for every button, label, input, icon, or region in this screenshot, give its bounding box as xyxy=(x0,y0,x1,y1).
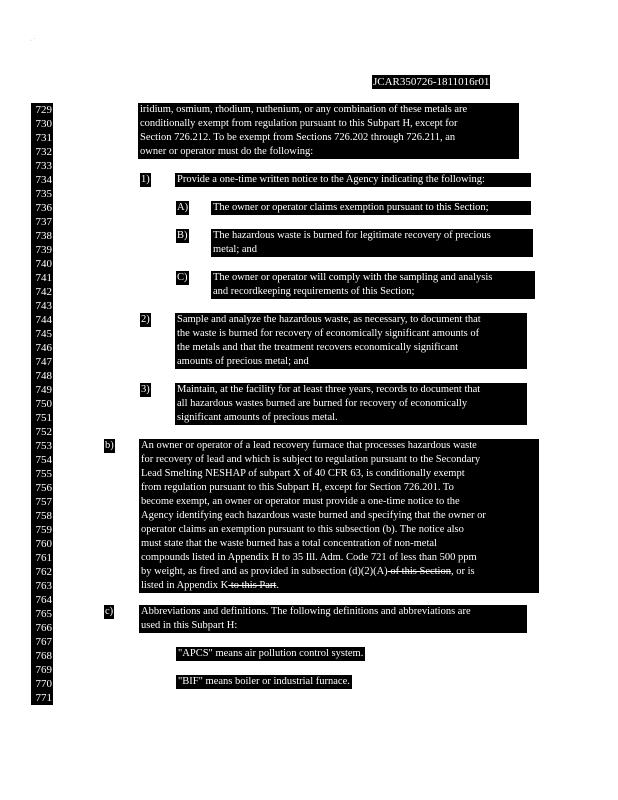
line-number: 748 xyxy=(31,369,53,383)
item-b-text xyxy=(139,439,539,593)
text-line: "BIF" means boiler or industrial furnace. xyxy=(178,676,350,687)
line-number: 735 xyxy=(31,187,53,201)
line-number: 742 xyxy=(31,285,53,299)
amended-text: , or is xyxy=(450,566,475,577)
struck-text: to this Part xyxy=(228,580,277,591)
text-line: Agency identifying each hazardous waste burned and specifying that the owner or xyxy=(141,510,486,521)
line-number: 769 xyxy=(31,663,53,677)
line-number: 746 xyxy=(31,341,53,355)
line-number: 763 xyxy=(31,579,53,593)
definition-apcs xyxy=(176,647,365,661)
line-number: 733 xyxy=(31,159,53,173)
item-c-marker: c) xyxy=(105,606,114,617)
item-2-text xyxy=(175,313,527,369)
item-1a-text xyxy=(211,201,531,215)
item-1a-marker: A) xyxy=(177,202,189,213)
item-1b-text xyxy=(211,229,533,257)
line-number: 731 xyxy=(31,131,53,145)
line-number: 741 xyxy=(31,271,53,285)
text-line xyxy=(141,565,537,579)
item-3-marker: 3) xyxy=(141,384,150,395)
line-number: 743 xyxy=(31,299,53,313)
amended-text: . xyxy=(276,580,279,591)
item-b-marker: b) xyxy=(105,440,114,451)
text-line: iridium, osmium, rhodium, ruthenium, or any combination of these metals are xyxy=(140,104,468,115)
line-number: 766 xyxy=(31,621,53,635)
line-number: 732 xyxy=(31,145,53,159)
line-number: 751 xyxy=(31,411,53,425)
item-1c-marker: C) xyxy=(177,272,188,283)
line-number: 762 xyxy=(31,565,53,579)
item-c-text xyxy=(139,605,527,633)
line-number: 758 xyxy=(31,509,53,523)
line-number: 760 xyxy=(31,537,53,551)
text-line: operator claims an exemption pursuant to this subsection (b). The notice also xyxy=(141,524,464,535)
text-line: Maintain, at the facility for at least three years, records to document that xyxy=(177,384,481,395)
text-line: An owner or operator of a lead recovery furnace that processes hazardous waste xyxy=(141,440,477,451)
item-1c-text xyxy=(211,271,535,299)
line-number: 768 xyxy=(31,649,53,663)
line-number: 765 xyxy=(31,607,53,621)
text-line: the waste is burned for recovery of economically significant amounts of xyxy=(177,328,480,339)
text-line: The owner or operator will comply with the sampling and analysis xyxy=(213,272,493,283)
text-line: amounts of precious metal; and xyxy=(177,356,309,367)
text-line: owner or operator must do the following: xyxy=(140,146,314,157)
item-3-text xyxy=(175,383,527,425)
text-line: for recovery of lead and which is subject to regulation pursuant to the Secondary xyxy=(141,454,481,465)
line-number: 747 xyxy=(31,355,53,369)
text-line: compounds listed in Appendix H to 35 Ill. Adm. Code 721 of less than 500 ppm xyxy=(141,552,477,563)
line-number: 770 xyxy=(31,677,53,691)
line-number: 729 xyxy=(31,103,53,117)
text-line: Lead Smelting NESHAP of subpart X of 40 CFR 63, is conditionally exempt xyxy=(141,468,465,479)
line-number: 744 xyxy=(31,313,53,327)
line-number: 752 xyxy=(31,425,53,439)
item-2-marker: 2) xyxy=(141,314,150,325)
text-line: the metals and that the treatment recovers economically significant xyxy=(177,342,459,353)
line-number: 745 xyxy=(31,327,53,341)
item-1-marker: 1) xyxy=(141,174,150,185)
line-number: 757 xyxy=(31,495,53,509)
item-1-text xyxy=(175,173,531,187)
line-number: 759 xyxy=(31,523,53,537)
text-line: conditionally exempt from regulation pursuant to this Subpart H, except for xyxy=(140,118,458,129)
line-number: 761 xyxy=(31,551,53,565)
line-number: 738 xyxy=(31,229,53,243)
text-line: all hazardous wastes burned are burned for recovery of economically xyxy=(177,398,468,409)
intro-paragraph xyxy=(138,103,519,159)
text-line: become exempt, an owner or operator must provide a one-time notice to the xyxy=(141,496,460,507)
line-number: 756 xyxy=(31,481,53,495)
struck-text: of this Section xyxy=(387,566,451,577)
line-number: 749 xyxy=(31,383,53,397)
text-line: must state that the waste burned has a total concentration of non-metal xyxy=(141,538,437,549)
text-line: and recordkeeping requirements of this Section; xyxy=(213,286,415,297)
text-line: Sample and analyze the hazardous waste, as necessary, to document that xyxy=(177,314,481,325)
line-number: 764 xyxy=(31,593,53,607)
line-number: 736 xyxy=(31,201,53,215)
line-number: 753 xyxy=(31,439,53,453)
text-line: used in this Subpart H: xyxy=(141,620,238,631)
text-line: Abbreviations and definitions. The following definitions and abbreviations are xyxy=(141,606,471,617)
amended-text: by weight, as fired and as provided in subsection (d)(2)(A) xyxy=(141,566,388,577)
amended-text: listed in Appendix K xyxy=(141,580,229,591)
line-number: 740 xyxy=(31,257,53,271)
text-line: The owner or operator claims exemption pursuant to this Section; xyxy=(213,202,489,213)
document-id-header: JCAR350726-1811016r01 xyxy=(373,76,490,88)
text-line: metal; and xyxy=(213,244,258,255)
text-line: significant amounts of precious metal. xyxy=(177,412,338,423)
text-line: Section 726.212. To be exempt from Sections 726.202 through 726.211, an xyxy=(140,132,456,143)
text-line: from regulation pursuant to this Subpart H, except for Section 726.201. To xyxy=(141,482,454,493)
line-number: 754 xyxy=(31,453,53,467)
text-line xyxy=(141,579,303,593)
text-line: Provide a one-time written notice to the Agency indicating the following: xyxy=(177,174,485,185)
scan-specks: · ˙ xyxy=(30,38,36,44)
line-number: 739 xyxy=(31,243,53,257)
line-number: 730 xyxy=(31,117,53,131)
line-number: 737 xyxy=(31,215,53,229)
line-number: 767 xyxy=(31,635,53,649)
line-number: 750 xyxy=(31,397,53,411)
definition-bif xyxy=(176,675,352,689)
line-number: 771 xyxy=(31,691,53,705)
line-number: 734 xyxy=(31,173,53,187)
line-number: 755 xyxy=(31,467,53,481)
text-line: The hazardous waste is burned for legitimate recovery of precious xyxy=(213,230,491,241)
item-1b-marker: B) xyxy=(177,230,188,241)
text-line: "APCS" means air pollution control system. xyxy=(178,648,364,659)
